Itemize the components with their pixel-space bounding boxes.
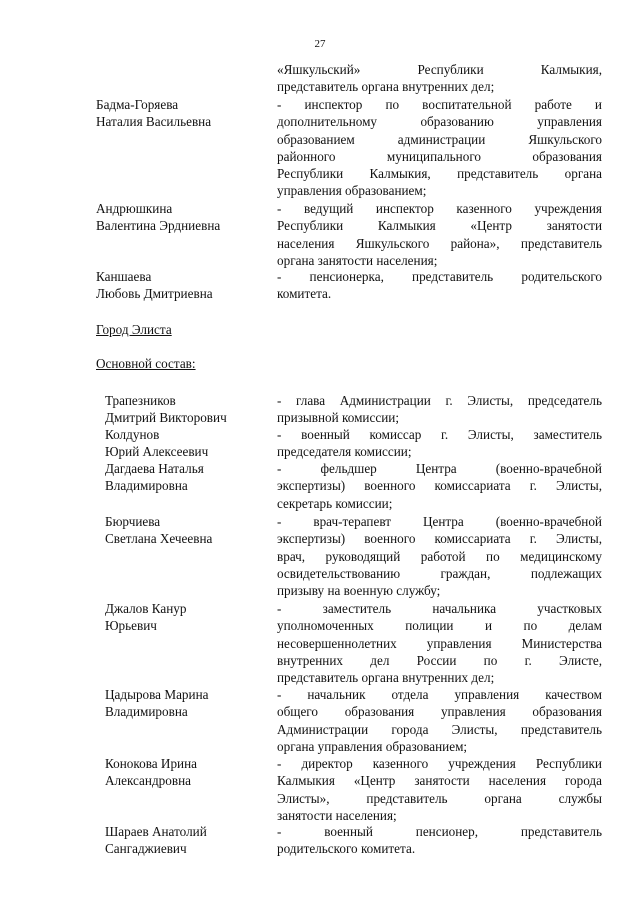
role-line: Калмыкия «Центр занятости населения города bbox=[277, 773, 602, 789]
member-role bbox=[277, 392, 602, 427]
role-line: Республики Калмыкия, представитель органа bbox=[277, 166, 602, 182]
role-line: управления образованием; bbox=[277, 183, 427, 199]
role-line: комитета. bbox=[277, 286, 332, 302]
member-role bbox=[277, 686, 602, 755]
member-role bbox=[277, 200, 602, 269]
role-line: Элисты», представитель органа службы bbox=[277, 790, 602, 806]
role-line: органа управления образованием; bbox=[277, 738, 468, 754]
name-line: Бюрчиева bbox=[105, 514, 161, 529]
name-line: Владимировна bbox=[105, 704, 188, 720]
role-line: - ведущий инспектор казенного учреждения bbox=[277, 201, 602, 216]
role-line: призывной комиссии; bbox=[277, 410, 399, 426]
name-line: Светлана Хечеевна bbox=[105, 531, 213, 547]
role-line: врач, руководящий работой по медицинскому bbox=[277, 548, 602, 564]
role-line: освидетельствованию граждан, подлежащих bbox=[277, 565, 602, 581]
role-line: секретарь комиссии; bbox=[277, 495, 393, 511]
name-line: Трапезников bbox=[105, 393, 176, 408]
name-line: Сангаджиевич bbox=[105, 841, 187, 857]
name-line: Владимировна bbox=[105, 478, 188, 494]
name-line: Каншаева bbox=[96, 269, 152, 284]
member-name bbox=[96, 268, 261, 303]
role-line: - военный комиссар г. Элисты, заместитель bbox=[277, 427, 602, 442]
name-line: Юрий Алексеевич bbox=[105, 444, 209, 460]
role-line: Республики Калмыкия «Центр занятости bbox=[277, 218, 602, 234]
role-line: образованием администрации Яшкульского bbox=[277, 131, 602, 147]
role-line: родительского комитета. bbox=[277, 841, 416, 857]
name-line: Дмитрий Викторович bbox=[105, 410, 227, 426]
role-line: - начальник отдела управления качеством bbox=[277, 687, 602, 702]
role-line: представитель органа внутренних дел; bbox=[277, 670, 495, 686]
name-line: Колдунов bbox=[105, 427, 160, 442]
member-name bbox=[96, 96, 261, 131]
member-role bbox=[277, 823, 602, 858]
name-line: Юрьевич bbox=[105, 618, 157, 634]
role-line: - военный пенсионер, представитель bbox=[277, 824, 602, 839]
role-line: призыву на военную службу; bbox=[277, 583, 441, 599]
role-line: уполномоченных полиции и по делам bbox=[277, 618, 602, 634]
member-role bbox=[277, 426, 602, 461]
role-line: экспертизы) военного комиссариата г. Элисты, bbox=[277, 531, 602, 547]
member-role bbox=[277, 460, 602, 512]
name-line: Конокова Ирина bbox=[105, 756, 198, 771]
role-line: несовершеннолетних управления Министерства bbox=[277, 635, 602, 651]
section-heading-city: Город Элиста bbox=[96, 322, 172, 337]
role-line: - директор казенного учреждения Республики bbox=[277, 756, 602, 771]
member-role bbox=[277, 755, 602, 824]
name-line: Валентина Эрдниевна bbox=[96, 218, 221, 234]
member-role bbox=[277, 268, 602, 303]
role-line: председателя комиссии; bbox=[277, 444, 412, 460]
name-line: Джалов Канур bbox=[105, 601, 187, 616]
name-line: Александровна bbox=[105, 773, 191, 789]
name-line: Шараев Анатолий bbox=[105, 824, 207, 839]
role-line: - пенсионерка, представитель родительского bbox=[277, 269, 602, 284]
member-role bbox=[277, 96, 602, 200]
page-number: 27 bbox=[314, 38, 326, 50]
name-line: Бадма-Горяева bbox=[96, 97, 179, 112]
role-line: органа занятости населения; bbox=[277, 252, 438, 268]
member-name bbox=[105, 600, 270, 635]
member-name bbox=[105, 426, 270, 461]
member-name bbox=[105, 755, 270, 790]
role-line: - фельдшер Центра (военно-врачебной bbox=[277, 461, 602, 476]
member-name bbox=[105, 460, 270, 495]
role-line: - заместитель начальника участковых bbox=[277, 601, 602, 616]
section-heading-main: Основной состав: bbox=[96, 356, 196, 371]
member-role bbox=[277, 513, 602, 599]
role-line: - инспектор по воспитательной работе и bbox=[277, 97, 602, 112]
role-line: - врач-терапевт Центра (военно-врачебной bbox=[277, 514, 602, 529]
name-line: Андрюшкина bbox=[96, 201, 173, 216]
role-line: «Яшкульский» Республики Калмыкия, bbox=[277, 62, 602, 77]
member-role bbox=[277, 600, 602, 686]
role-line: внутренних дел России по г. Элисте, bbox=[277, 652, 602, 668]
role-line: занятости населения; bbox=[277, 807, 397, 823]
member-name bbox=[105, 392, 270, 427]
member-name bbox=[105, 686, 270, 721]
name-line: Любовь Дмитриевна bbox=[96, 286, 213, 302]
name-line: Цадырова Марина bbox=[105, 687, 209, 702]
role-line: экспертизы) военного комиссариата г. Элисты, bbox=[277, 478, 602, 494]
role-line: населения Яшкульского района», представитель bbox=[277, 235, 602, 251]
name-line: Дагдаева Наталья bbox=[105, 461, 204, 476]
role-line: - глава Администрации г. Элисты, председатель bbox=[277, 393, 602, 408]
role-line: общего образования управления образования bbox=[277, 704, 602, 720]
role-line: представитель органа внутренних дел; bbox=[277, 79, 495, 95]
role-line: районного муниципального образования bbox=[277, 148, 602, 164]
continuation-text bbox=[277, 61, 602, 96]
name-line: Наталия Васильевна bbox=[96, 114, 212, 130]
member-name bbox=[96, 200, 261, 235]
member-name bbox=[105, 513, 270, 548]
role-line: дополнительному образованию управления bbox=[277, 114, 602, 130]
role-line: Администрации города Элисты, представитель bbox=[277, 721, 602, 737]
member-name bbox=[105, 823, 270, 858]
